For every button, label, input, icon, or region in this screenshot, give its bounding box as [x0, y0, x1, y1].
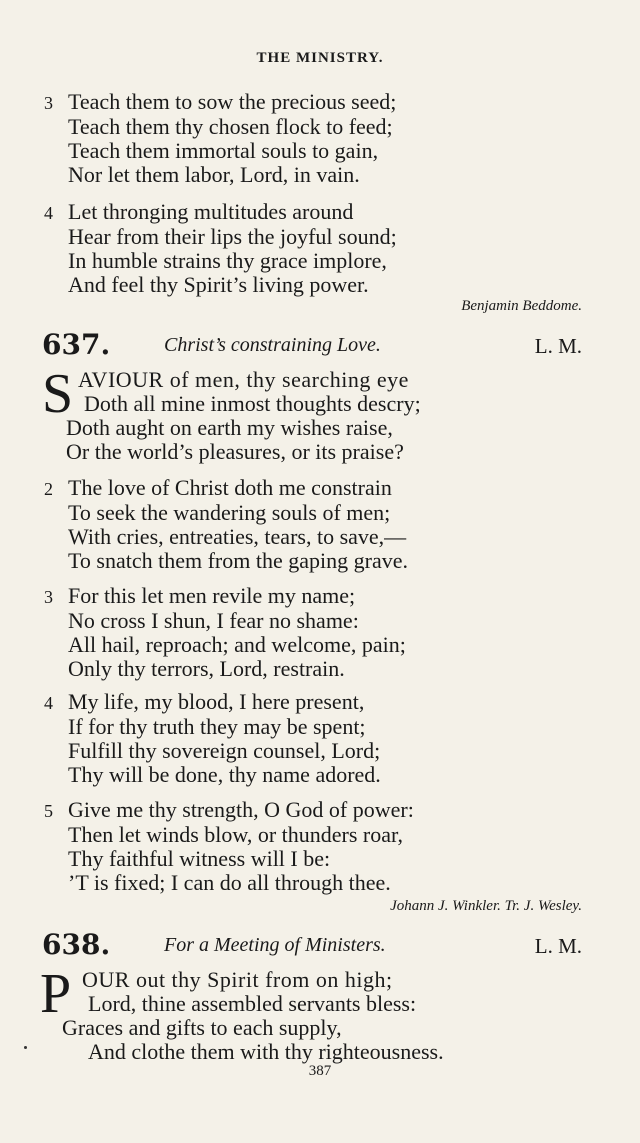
- verse-line: Fulfill thy sovereign counsel, Lord;: [68, 738, 381, 763]
- verse-line: AVIOUR of men, thy searching eye: [78, 367, 409, 392]
- prev-hymn-attribution: Benjamin Beddome.: [461, 298, 582, 314]
- stanza-number: 5: [44, 801, 53, 821]
- margin-speck: [24, 1046, 27, 1049]
- hymn-637-stanza-2: [44, 476, 408, 573]
- verse-line: And feel thy Spirit’s living power.: [68, 272, 369, 297]
- hymn-meter: L. M.: [534, 334, 582, 358]
- verse-line: 2 The love of Christ doth me constrain: [44, 475, 392, 500]
- verse-line: All hail, reproach; and welcome, pain;: [68, 632, 406, 657]
- verse-line: Nor let them labor, Lord, in vain.: [68, 162, 360, 187]
- hymn-638-header: [42, 928, 582, 960]
- verse-line: Or the world’s pleasures, or its praise?: [66, 439, 404, 464]
- hymn-637-stanza-3: [44, 584, 406, 681]
- hymn-number: 637.: [42, 328, 111, 361]
- verse-line: Graces and gifts to each supply,: [62, 1015, 342, 1040]
- verse-line: Hear from their lips the joyful sound;: [68, 224, 397, 249]
- verse-line: Teach them thy chosen flock to feed;: [68, 114, 393, 139]
- verse-line: With cries, entreaties, tears, to save,—: [68, 524, 407, 549]
- verse-line: 3 For this let men revile my name;: [44, 583, 356, 608]
- verse-line: To snatch them from the gaping grave.: [68, 548, 408, 573]
- running-head: THE MINISTRY.: [256, 50, 384, 66]
- verse-line: Only thy terrors, Lord, restrain.: [68, 656, 345, 681]
- hymn-meter: L. M.: [534, 934, 582, 958]
- verse-line: OUR out thy Spirit from on high;: [82, 967, 393, 992]
- verse-line: In humble strains thy grace implore,: [68, 248, 387, 273]
- stanza-number: 4: [44, 203, 53, 223]
- verse-line: ’T is fixed; I can do all through thee.: [68, 870, 391, 895]
- verse-line: 4 My life, my blood, I here present,: [44, 689, 365, 714]
- verse-line: 4 Let thronging multitudes around: [44, 199, 354, 224]
- verse-line: Lord, thine assembled servants bless:: [88, 991, 417, 1016]
- drop-cap: S: [42, 363, 74, 425]
- prev-hymn-stanza-4: [44, 200, 397, 297]
- hymn-637-stanza-1: [66, 367, 421, 464]
- verse-line: Teach them immortal souls to gain,: [68, 138, 379, 163]
- hymn-637-header: [42, 328, 582, 360]
- verse-line: 3 Teach them to sow the precious seed;: [44, 89, 397, 114]
- hymn-638-stanza-1: [62, 967, 444, 1064]
- page-number: 387: [308, 1063, 332, 1079]
- hymn-637-stanza-4: [44, 690, 381, 787]
- verse-line: Doth aught on earth my wishes raise,: [66, 415, 393, 440]
- hymn-title: Christ’s constraining Love.: [164, 334, 381, 356]
- verse-line: If for thy truth they may be spent;: [68, 714, 366, 739]
- stanza-number: 2: [44, 479, 53, 499]
- stanza-number: 4: [44, 693, 53, 713]
- verse-line: Doth all mine inmost thoughts descry;: [84, 391, 421, 416]
- verse-line: Thy faithful witness will I be:: [68, 846, 331, 871]
- hymn-title: For a Meeting of Ministers.: [164, 934, 386, 956]
- verse-line: To seek the wandering souls of men;: [68, 500, 391, 525]
- verse-line: Then let winds blow, or thunders roar,: [68, 822, 403, 847]
- prev-hymn-stanza-3: [44, 90, 396, 187]
- verse-line: No cross I shun, I fear no shame:: [68, 608, 359, 633]
- hymn-number: 638.: [42, 928, 111, 961]
- stanza-number: 3: [44, 587, 53, 607]
- hymn-637-attribution: Johann J. Winkler. Tr. J. Wesley.: [390, 898, 582, 914]
- stanza-number: 3: [44, 93, 53, 113]
- hymn-637-stanza-5: [44, 798, 414, 895]
- drop-cap: P: [40, 963, 72, 1025]
- verse-line: 5 Give me thy strength, O God of power:: [44, 797, 414, 822]
- verse-line: And clothe them with thy righteousness.: [88, 1039, 444, 1064]
- verse-line: Thy will be done, thy name adored.: [68, 762, 381, 787]
